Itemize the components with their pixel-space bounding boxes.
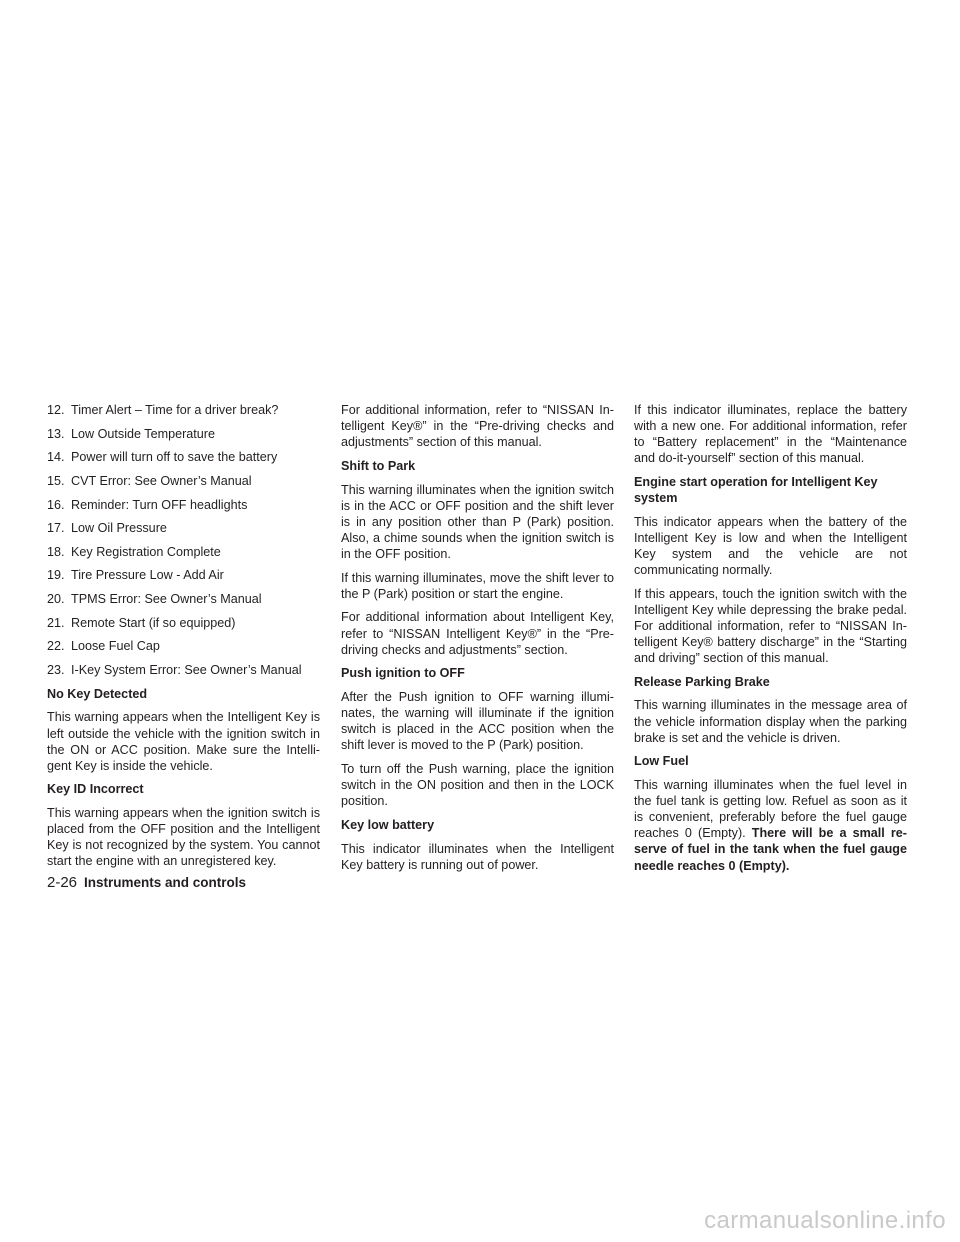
paragraph-release-parking-brake: This warning illuminates in the message area of the vehicle information display when the parking brake is set and the vehicle is driven.: [634, 698, 907, 745]
list-item: [47, 615, 320, 631]
list-item-number: 18.: [47, 544, 65, 559]
list-item-number: 22.: [47, 639, 65, 654]
heading-no-key-detected: No Key Detected: [47, 686, 148, 701]
list-item: [47, 473, 320, 489]
list-item-number: 21.: [47, 615, 65, 630]
list-item-text: I-Key System Error: See Owner’s Manual: [71, 663, 302, 678]
warning-message-list: [47, 402, 320, 678]
paragraph-key-id-incorrect: This warning appears when the ignition switch is placed from the OFF position and the Intelligent Key is not recognized by the system. You cannot start the engine with an unregistered key.: [47, 806, 320, 869]
paragraph-additional-info: For additional information, refer to “NISSAN In-telligent Key®” in the “Pre-driving checks and adjustments” section of this manual.: [341, 403, 614, 450]
paragraph-low-fuel: [634, 777, 907, 874]
list-item-text: Power will turn off to save the battery: [71, 450, 278, 465]
paragraph-push-ignition-off-1: After the Push ignition to OFF warning illumi-nates, the warning will illuminate if the ignition switch is placed in the ACC position when the shift lever is moved to the P (Park) position.: [341, 689, 614, 753]
list-item-number: 14.: [47, 450, 65, 465]
list-item-number: 12.: [47, 403, 65, 417]
heading-release-parking-brake: Release Parking Brake: [634, 674, 770, 689]
paragraph-shift-to-park-3: For additional information about Intelligent Key, refer to “NISSAN Intelligent Key®” in the “Pre-driving checks and adjustments” section.: [341, 610, 614, 657]
list-item-number: 23.: [47, 663, 65, 678]
list-item-text: CVT Error: See Owner’s Manual: [71, 473, 252, 488]
paragraph-battery-replace: If this indicator illuminates, replace the battery with a new one. For additional information, refer to “Battery replacement” in the “Maintenance and do-it-yourself” section of this manual.: [634, 403, 907, 466]
page-footer: [47, 874, 246, 892]
list-item-number: 15.: [47, 473, 65, 488]
list-item-number: 13.: [47, 426, 65, 441]
page-number: 2-26: [47, 874, 78, 891]
list-item-text: Low Oil Pressure: [71, 521, 167, 536]
list-item: [47, 567, 320, 583]
heading-low-fuel: Low Fuel: [634, 754, 689, 769]
list-item-text: Remote Start (if so equipped): [71, 615, 236, 630]
column-middle: [341, 402, 614, 880]
list-item: [47, 449, 320, 465]
paragraph-shift-to-park-1: This warning illuminates when the ignition switch is in the ACC or OFF position and the shift lever is in any position other than P (Park) position. Also, a chime sounds when the ignition switch is in the OFF position.: [341, 482, 614, 561]
heading-key-low-battery: Key low battery: [341, 817, 435, 832]
list-item-number: 20.: [47, 592, 65, 607]
list-item: [47, 662, 320, 678]
paragraph-key-low-battery: This indicator illuminates when the Intelligent Key battery is running out of power.: [341, 841, 614, 872]
watermark: carmanualsonline.info: [704, 1207, 946, 1234]
heading-push-ignition-off: Push ignition to OFF: [341, 666, 465, 681]
column-left: [47, 402, 320, 877]
list-item: [47, 426, 320, 442]
list-item-text: Reminder: Turn OFF headlights: [71, 497, 248, 512]
list-item-text: Timer Alert – Time for a driver break?: [71, 403, 279, 417]
list-item: [47, 402, 320, 418]
paragraph-engine-start-2: If this appears, touch the ignition switch with the Intelligent Key while depressing the brake pedal. For additional information, refer to “NISSAN In-telligent Key® battery discharge” in the “Starting and driving” section of this manual.: [634, 586, 907, 666]
paragraph-engine-start-1: This indicator appears when the battery of the Intelligent Key is low and when the Intelligent Key system and the vehicle are not communicating normally.: [634, 514, 907, 578]
list-item-number: 19.: [47, 568, 65, 583]
list-item-text: Low Outside Temperature: [71, 426, 215, 441]
list-item-text: Key Registration Complete: [71, 544, 221, 559]
list-item: [47, 591, 320, 607]
list-item: [47, 544, 320, 560]
list-item-text: Loose Fuel Cap: [71, 639, 160, 654]
heading-shift-to-park: Shift to Park: [341, 458, 416, 473]
section-title: Instruments and controls: [84, 875, 247, 890]
heading-key-id-incorrect: Key ID Incorrect: [47, 782, 144, 797]
list-item: [47, 520, 320, 536]
heading-engine-start-operation: Engine start operation for Intelligent Key system: [634, 474, 878, 506]
low-fuel-bold-note: There will be a small re-serve of fuel in the tank when the fuel gauge needle reaches 0 (Empty).: [634, 826, 908, 873]
list-item-text: TPMS Error: See Owner’s Manual: [71, 592, 262, 607]
column-right: [634, 402, 907, 881]
list-item-number: 16.: [47, 497, 65, 512]
list-item-number: 17.: [47, 521, 65, 536]
paragraph-push-ignition-off-2: To turn off the Push warning, place the ignition switch in the ON position and then in the LOCK position.: [341, 761, 614, 809]
low-fuel-text: This warning illuminates when the fuel level in the fuel tank is getting low. Refuel as soon as it is convenient, preferably before the fuel gauge reaches 0 (Empty).: [634, 778, 907, 841]
list-item-text: Tire Pressure Low - Add Air: [71, 568, 224, 583]
paragraph-shift-to-park-2: If this warning illuminates, move the shift lever to the P (Park) position or start the engine.: [341, 570, 614, 601]
list-item: [47, 497, 320, 513]
list-item: [47, 638, 320, 654]
paragraph-no-key-detected: This warning appears when the Intelligent Key is left outside the vehicle with the ignition switch in the ON or ACC position. Make sure the Intelli-gent Key is inside the vehicle.: [47, 710, 320, 773]
